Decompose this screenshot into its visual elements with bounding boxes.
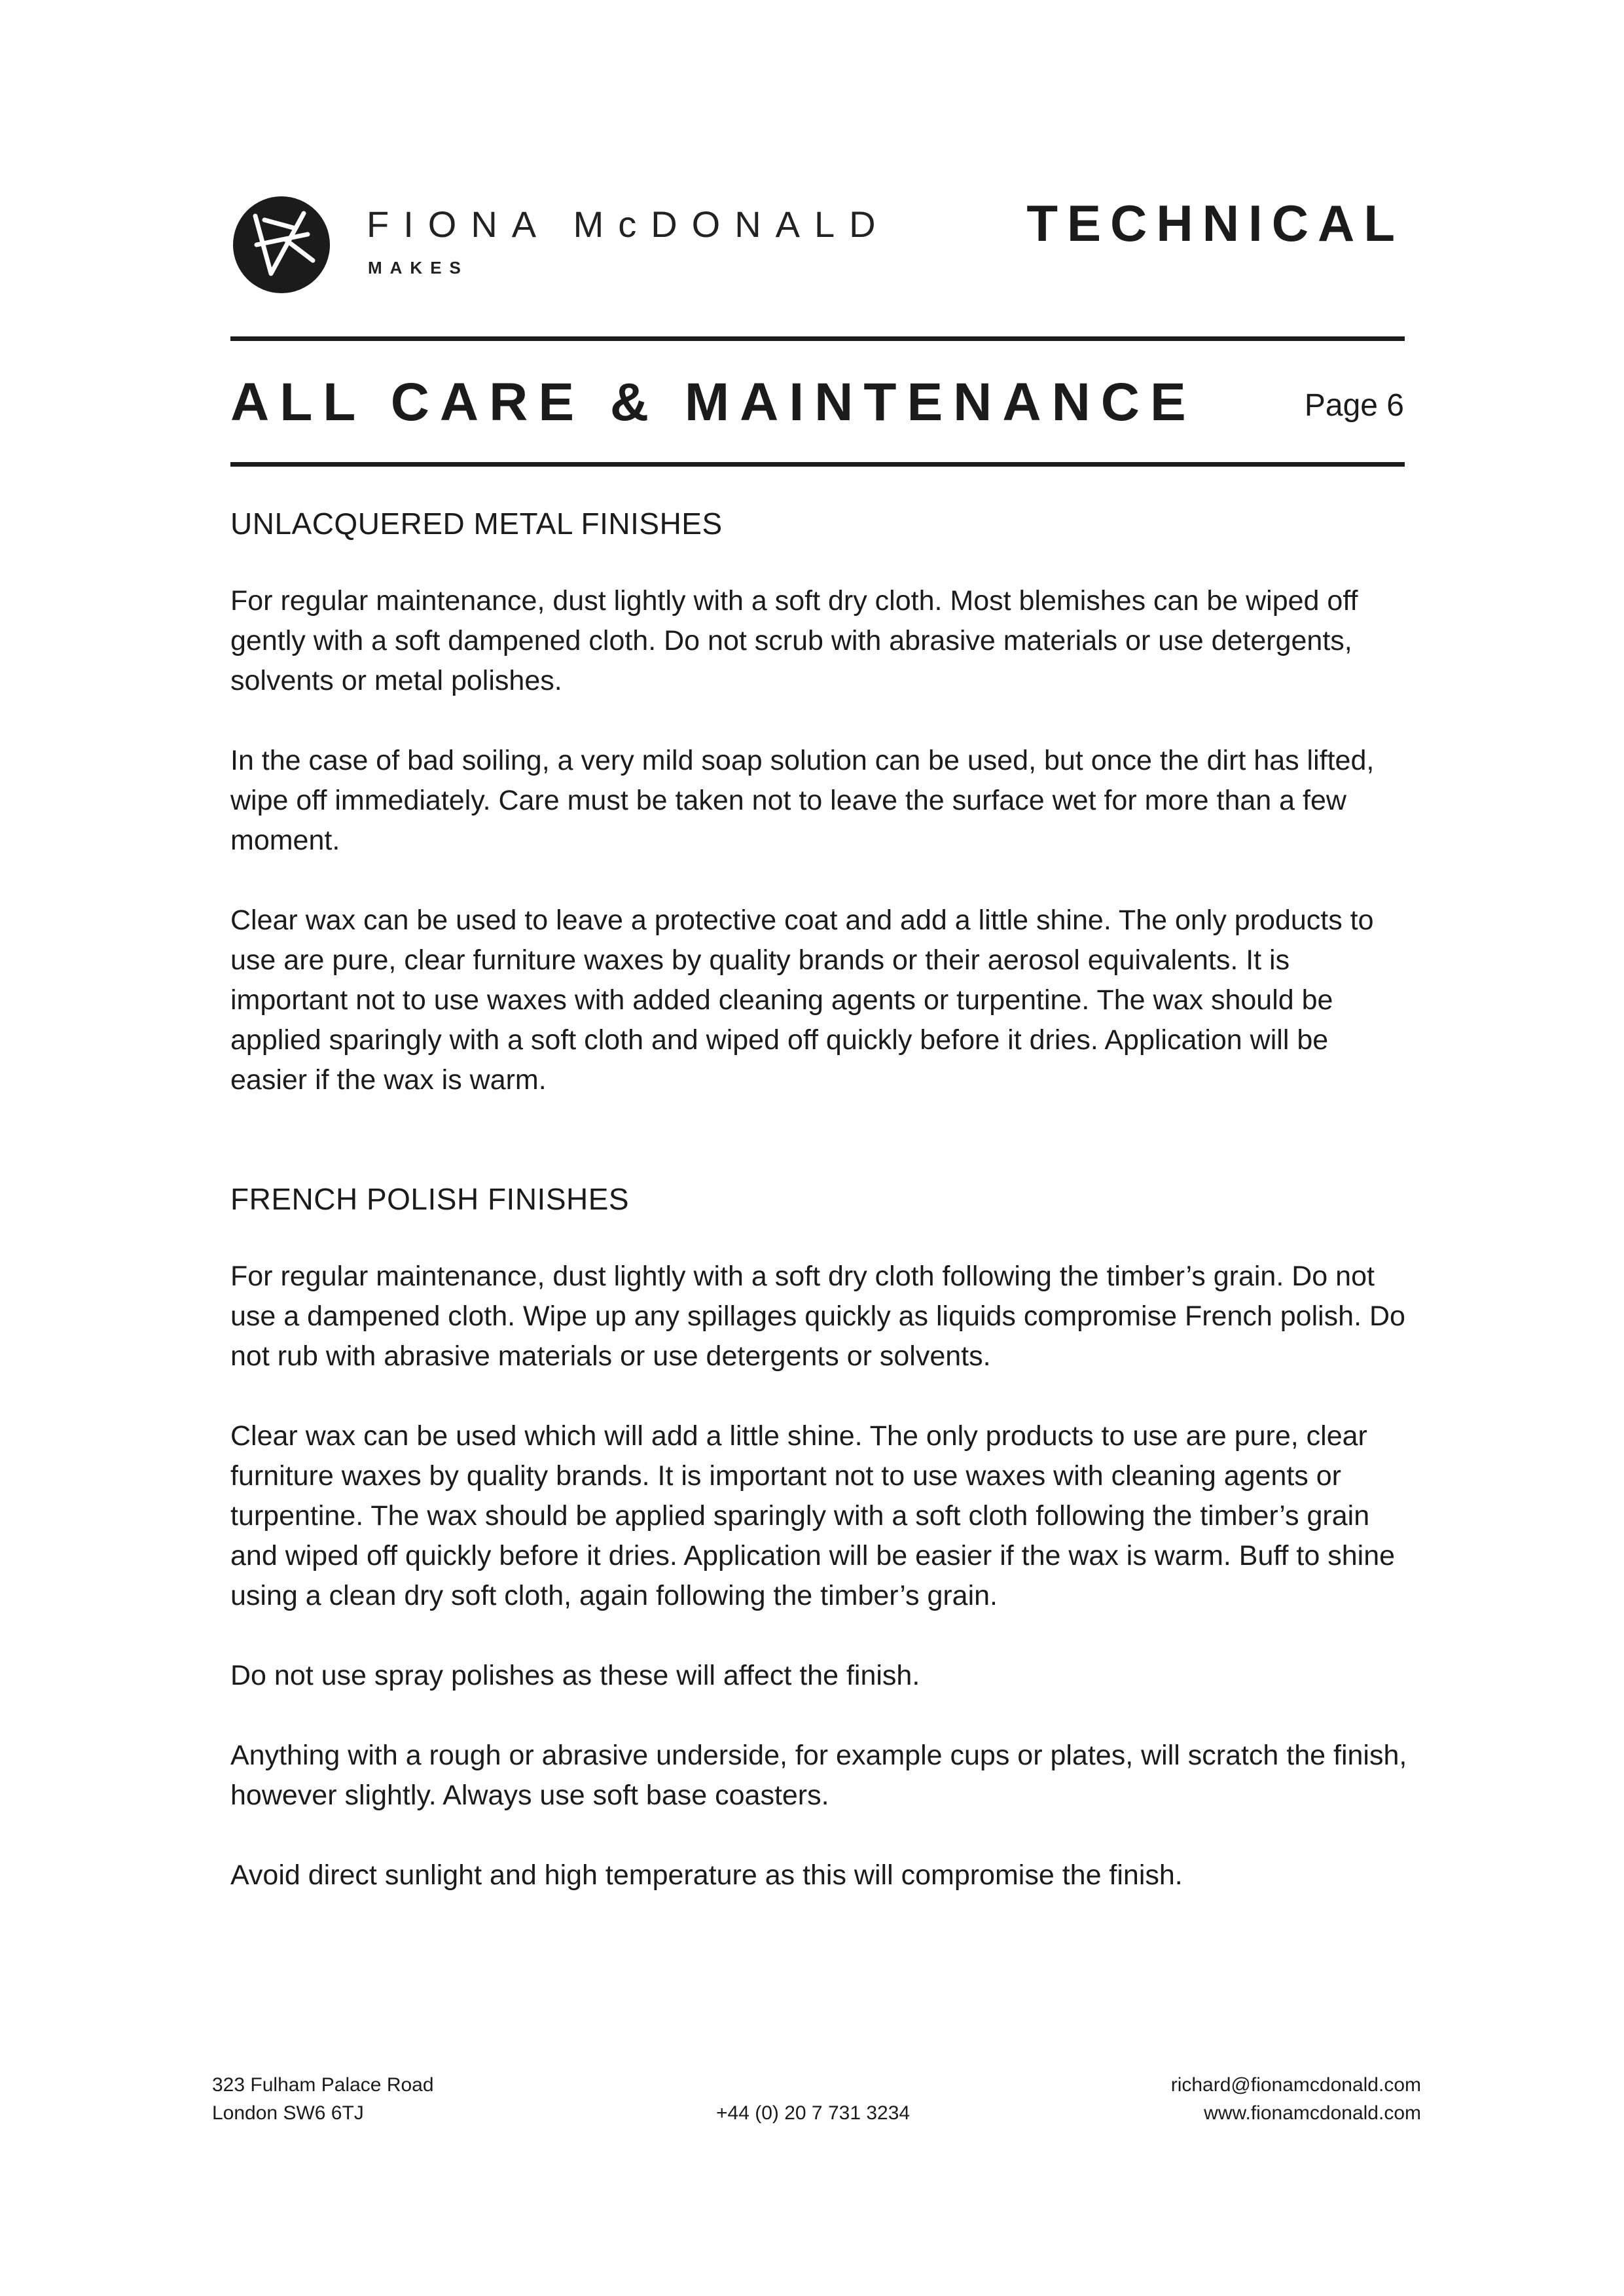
section-heading: UNLACQUERED METAL FINISHES (230, 507, 723, 541)
paragraph: In the case of bad soiling, a very mild soap solution can be used, but once the dirt has lifted, wipe off immediately. Care must be taken not to leave the surface wet for more than a few moment. (230, 745, 1375, 856)
page-title: ALL CARE & MAINTENANCE (230, 372, 1197, 432)
section-heading: FRENCH POLISH FINISHES (230, 1182, 630, 1216)
section-spacer (230, 1140, 1409, 1179)
header-divider-top (230, 336, 1405, 341)
paragraph: Clear wax can be used which will add a little shine. The only products to use are pure, clear furniture waxes by quality brands. It is important not to use waxes with cleaning agents or turpentine. The wax should be applied sparingly with a soft cloth following the timber’s grain and wiped off quickly before it dries. Application will be easier if the wax is warm. Buff to shine using a clean dry soft cloth, again following the timber’s grain. (230, 1420, 1396, 1611)
page-number: Page 6 (1304, 388, 1404, 423)
address-line: London SW6 6TJ (212, 2102, 364, 2124)
paragraph: Do not use spray polishes as these will affect the finish. (230, 1660, 920, 1691)
footer-contact (1171, 2071, 1421, 2127)
footer-phone: +44 (0) 20 7 731 3234 (716, 2102, 911, 2124)
paragraph: For regular maintenance, dust lightly with a soft dry cloth. Most blemishes can be wiped off gently with a soft dampened cloth. Do not scrub with abrasive materials or use detergents, solvents or metal polishes. (230, 585, 1358, 696)
section-french-polish (230, 1179, 1409, 1895)
paragraph: For regular maintenance, dust lightly with a soft dry cloth following the timber’s grain. Do not use a dampened cloth. Wipe up any spillages quickly as liquids compromise French polish. Do not rub with abrasive materials or use detergents or solvents. (230, 1261, 1405, 1372)
footer-email-link[interactable]: richard@fionamcdonald.com (1170, 2074, 1421, 2096)
section-unlacquered-metal (230, 504, 1409, 1100)
brand-name: FIONA McDONALD (367, 204, 890, 245)
paragraph: Anything with a rough or abrasive underside, for example cups or plates, will scratch the finish, however slightly. Always use soft base coasters. (230, 1740, 1407, 1811)
brand-subtitle: MAKES (368, 258, 469, 278)
header-divider-bottom (230, 462, 1405, 467)
document-type: TECHNICAL (1026, 194, 1404, 252)
brand-logo-icon (230, 194, 333, 296)
address-line: 323 Fulham Palace Road (212, 2074, 434, 2096)
footer-address (212, 2071, 434, 2127)
paragraph: Clear wax can be used to leave a protective coat and add a little shine. The only products to use are pure, clear furniture waxes by quality brands or their aerosol equivalents. It is important not to use waxes with added cleaning agents or turpentine. The wax should be applied sparingly with a soft cloth and wiped off quickly before it dries. Application will be easier if the wax is warm. (230, 905, 1374, 1096)
paragraph: Avoid direct sunlight and high temperature as this will compromise the finish. (230, 1859, 1183, 1891)
body-content (230, 504, 1409, 1935)
footer-website-link[interactable]: www.fionamcdonald.com (1204, 2102, 1421, 2124)
